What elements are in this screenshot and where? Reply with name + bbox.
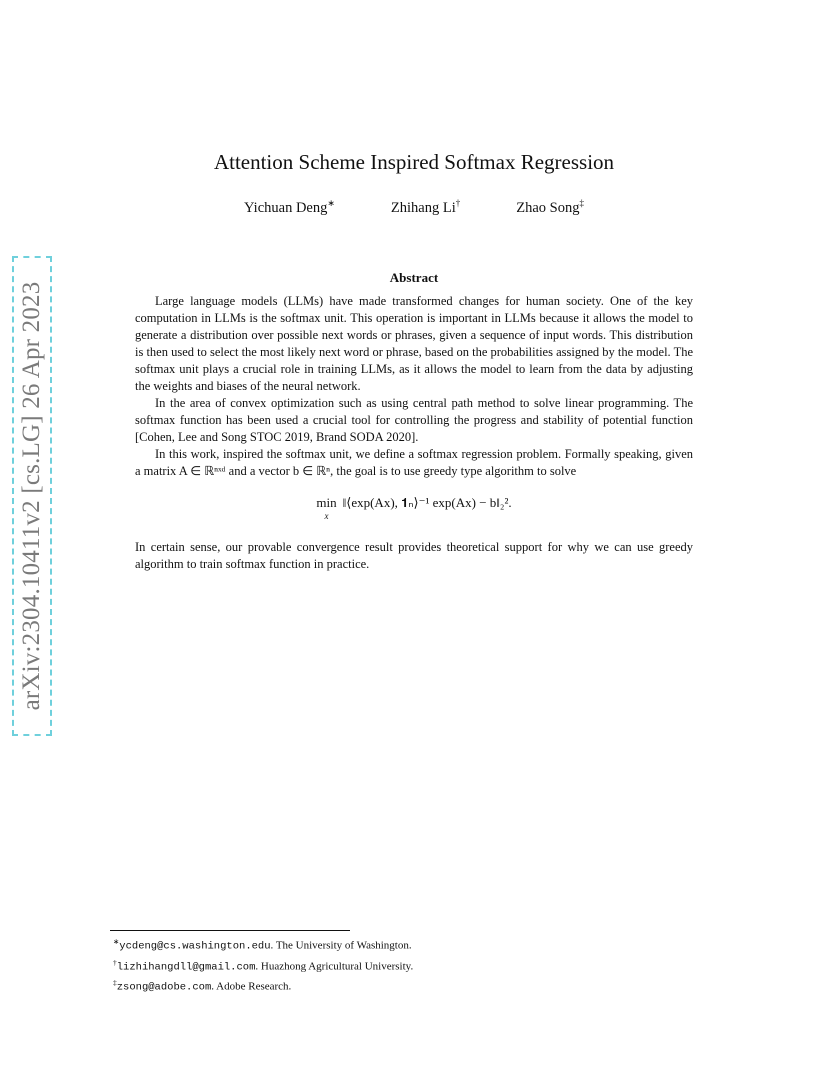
abstract-paragraph-2: In the area of convex optimization such as using central path method to solve linear programming. The softmax function has been used a crucial tool for controlling the progress and stability of potential function [Cohen, Lee and Song STOC 2019, Brand SODA 2020]. — [135, 396, 693, 444]
abstract-paragraph-3: In this work, inspired the softmax unit, we define a softmax regression problem. Formally speaking, given a matrix A ∈ ℝⁿˣᵈ and a vector b ∈ ℝⁿ, the goal is to use greedy type algorithm to solve — [135, 447, 693, 478]
author-list — [0, 198, 828, 217]
footnote-email: zsong@adobe.com — [116, 981, 212, 994]
footnote-email: lizhihangdll@gmail.com — [116, 961, 256, 974]
paper-title: Attention Scheme Inspired Softmax Regression — [213, 150, 615, 174]
abstract-paragraph-1: Large language models (LLMs) have made transformed changes for human society. One of the key computation in LLMs is the softmax unit. This operation is important in LLMs because it allows the model to generate a distribution over possible next words or phrases, given a sequence of input words. This distribution is then used to select the most likely next word or phrase, based on the probabilities assigned by the model. The softmax unit plays a crucial role in training LLMs, as it allows the model to learn from the data by adjusting the weights and biases of the neural network. — [135, 294, 693, 393]
author-mark: † — [455, 198, 461, 208]
author-name: Yichuan Deng — [244, 199, 328, 216]
author-3 — [516, 198, 584, 217]
author-mark: ‡ — [579, 198, 584, 208]
footnote-email: ycdeng@cs.washington.edu — [119, 940, 271, 953]
footnote-3 — [113, 975, 733, 996]
abstract-heading: Abstract — [389, 270, 439, 285]
footnote-affiliation: . Adobe Research. — [211, 980, 292, 993]
footnote-affiliation: . The University of Washington. — [270, 939, 412, 952]
equation-min — [316, 494, 336, 521]
author-mark: ∗ — [327, 198, 335, 208]
equation-min-label: min — [316, 495, 337, 510]
footnote-mark: ‡ — [113, 978, 117, 988]
footnote-2 — [113, 955, 733, 976]
regression-equation — [135, 494, 693, 521]
author-2 — [391, 198, 460, 217]
footnote-1 — [113, 934, 733, 955]
author-name: Zhihang Li — [390, 199, 456, 216]
arxiv-stamp — [12, 256, 52, 736]
footnote-mark: ∗ — [113, 937, 120, 946]
footnote-rule — [110, 930, 350, 931]
abstract-paragraph-4: In certain sense, our provable convergence result provides theoretical support for why we can use greedy algorithm to train softmax function in practice. — [135, 540, 693, 571]
author-name: Zhao Song — [516, 199, 580, 216]
arxiv-id: arXiv:2304.10411v2 [cs.LG] 26 Apr 2023 — [18, 281, 45, 711]
footnote-mark: † — [113, 957, 117, 967]
equation-min-subscript: x — [324, 511, 329, 521]
abstract-body — [135, 293, 693, 573]
equation-body: ‖⟨exp(Ax), 𝟏ₙ⟩⁻¹ exp(Ax) − b‖₂². — [342, 495, 512, 510]
footnotes — [113, 934, 733, 996]
footnote-affiliation: . Huazhong Agricultural University. — [255, 960, 414, 973]
author-1 — [244, 198, 335, 217]
